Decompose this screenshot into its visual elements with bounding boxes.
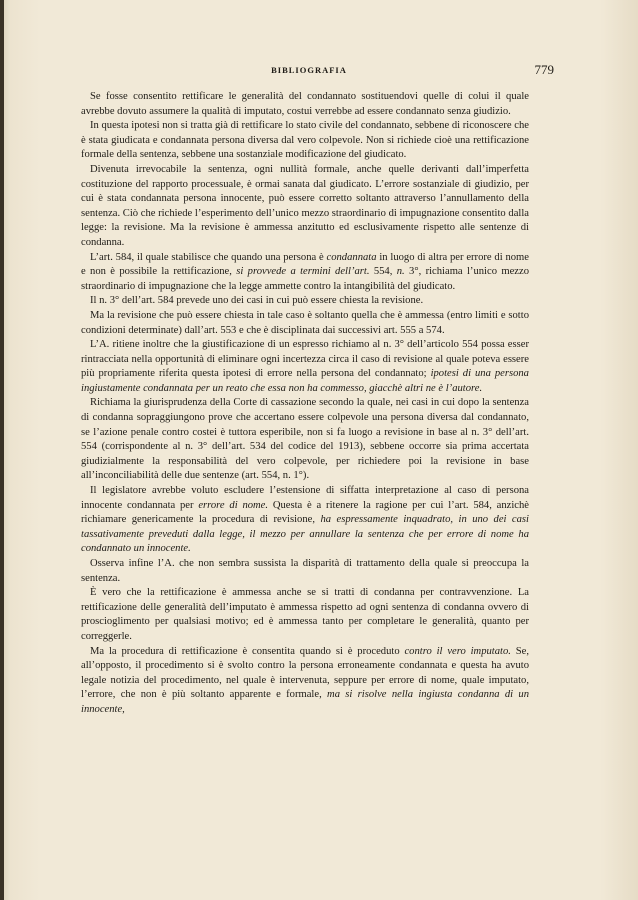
paragraph: Divenuta irrevocabile la sentenza, ogni nullità formale, anche quelle derivanti dall’imperfetta costituzione del rapporto processuale, è ormai sanata dal giudicato. L’errore sostanziale di giudizio, per cui è stata condannata persona innocente, può essere corretto soltanto attraverso l’annullamento della sentenza. Ciò che richiede l’esperimento dell’unico mezzo straordinario di impugnazione consentito dalla legge: la revisione. Ma la revisione è ammessa anzitutto ed esclusivamente rispetto alle sentenze di condanna. [81,163,529,248]
paragraph: Il n. 3° dell’art. 584 prevede uno dei casi in cui può essere chiesta la revisione. [90,295,424,307]
paragraph: L’A. ritiene inoltre che la giustificazione di un espresso richiamo al n. 3° dell’articolo 554 possa esser rintracciata nella opportunità di eliminare ogni incertezza circa il caso di revisione al quale poteva essere più propriamente riferita questa ipotesi di errore nella persona del condannato; ipotesi di una persona ingiustamente condannata per un reato che essa non ha commesso, giacchè altri ne è l’autore. [81,339,529,394]
paragraph: Richiama la giurisprudenza della Corte di cassazione secondo la quale, nei casi in cui dopo la sentenza di condanna sopraggiungono prove che accertano essere colpevole una persona diversa dal condannato, se l’azione penale contro costei è tuttora esperibile, non si fa luogo a revisione in base al n. 3° dell’art. 554 (corrispondente al n. 3° dell’art. 534 del codice del 1913), sebbene occorre sia prima accertata giudizialmente la responsabilità del vero colpevole, per richiedere poi la revisione in base all’inconciliabilità delle due sentenze (art. 554, n. 1°). [81,397,529,482]
paragraph: L’art. 584, il quale stabilisce che quando una persona è condannata in luogo di altra per errore di nome e non è possibile la rettificazione, si provvede a termini dell’art. 554, n. 3°, richiama l’unico mezzo straordinario di impugnazione che la legge ammette contro la intangibilità del giudicato. [81,251,529,292]
italic-text: n. [396,266,405,278]
paragraph: Il legislatore avrebbe voluto escludere l’estensione di siffatta interpretazione al caso di persona innocente condannata per errore di nome. Questa è a ritenere la ragione per cui l’art. 584, anzichè richiamare genericamente la procedura di revisione, ha espressamente inquadrato, in uno dei casi tassativamente preveduti dalla legge, il mezzo per annullare la sentenza che per errore di nome ha condannato un innocente. [81,485,530,555]
paragraph: Ma la procedura di rettificazione è consentita quando si è proceduto contro il vero imputato. Se, all’opposto, il procedimento si è svolto contro la persona erroneamente condannata e questa ha avuto legale notizia del procedimento, nel quale è intervenuta, seppure per errore di nome, quale imputato, l’errore, che non è più soltanto apparente e formale, ma si risolve nella ingiusta condanna di un innocente, [81,645,530,715]
italic-text: ma si risolve nella ingiusta condanna di un innocente, [81,689,530,715]
italic-text: errore di nome. [198,499,269,511]
running-title: BIBLIOGRAFIA [271,65,347,75]
italic-text: ha espressamente inquadrato, in uno dei casi tassativamente preveduti dalla legge, il mezzo per annullare la sentenza che per errore di nome ha condannato un innocente. [81,514,529,555]
italic-text: condannata [326,251,377,263]
article-body [81,90,529,718]
italic-text: si provvede a termini dell’art. [236,266,370,278]
paragraph: Ma la revisione che può essere chiesta in tale caso è soltanto quella che è ammessa (entro limiti e sotto condizioni determinate) dall’art. 553 e che è disciplinata dai successivi art. 555 a 574. [81,309,529,336]
italic-text: contro il vero imputato. [404,645,511,657]
paragraph: Osserva infine l’A. che non sembra sussista la disparità di trattamento della quale si preoccupa la sentenza. [81,558,529,584]
page-header [80,62,554,80]
paragraph: È vero che la rettificazione è ammessa anche se si tratti di condanna per contravvenzione. La rettificazione delle generalità dell’imputato è ammessa rispetto ad ogni sentenza di condanna ovvero di proscioglimento per qualsiasi motivo; ed è ammessa tanto per completare le generalità, quanto per correggerle. [81,587,529,642]
binding-edge [0,0,4,900]
page-number: 779 [534,62,554,77]
paragraph: In questa ipotesi non si tratta già di rettificare lo stato civile del condannato, sebbene di riconoscere che è stata giudicata e condannata persona diversa dal vero colpevole. Non si richiede cioè una rettificazione formale della sentenza, sebbene una sostanziale modificazione del giudicato. [81,120,529,161]
paragraph: Se fosse consentito rettificare le generalità del condannato sostituendovi quelle di colui il quale avrebbe dovuto assumere la qualità di imputato, costui verrebbe ad essere condannato senza giudizio. [81,91,529,117]
italic-text: ipotesi di una persona ingiustamente condannata per un reato che essa non ha commesso, giacchè altri ne è l’autore. [81,368,529,394]
